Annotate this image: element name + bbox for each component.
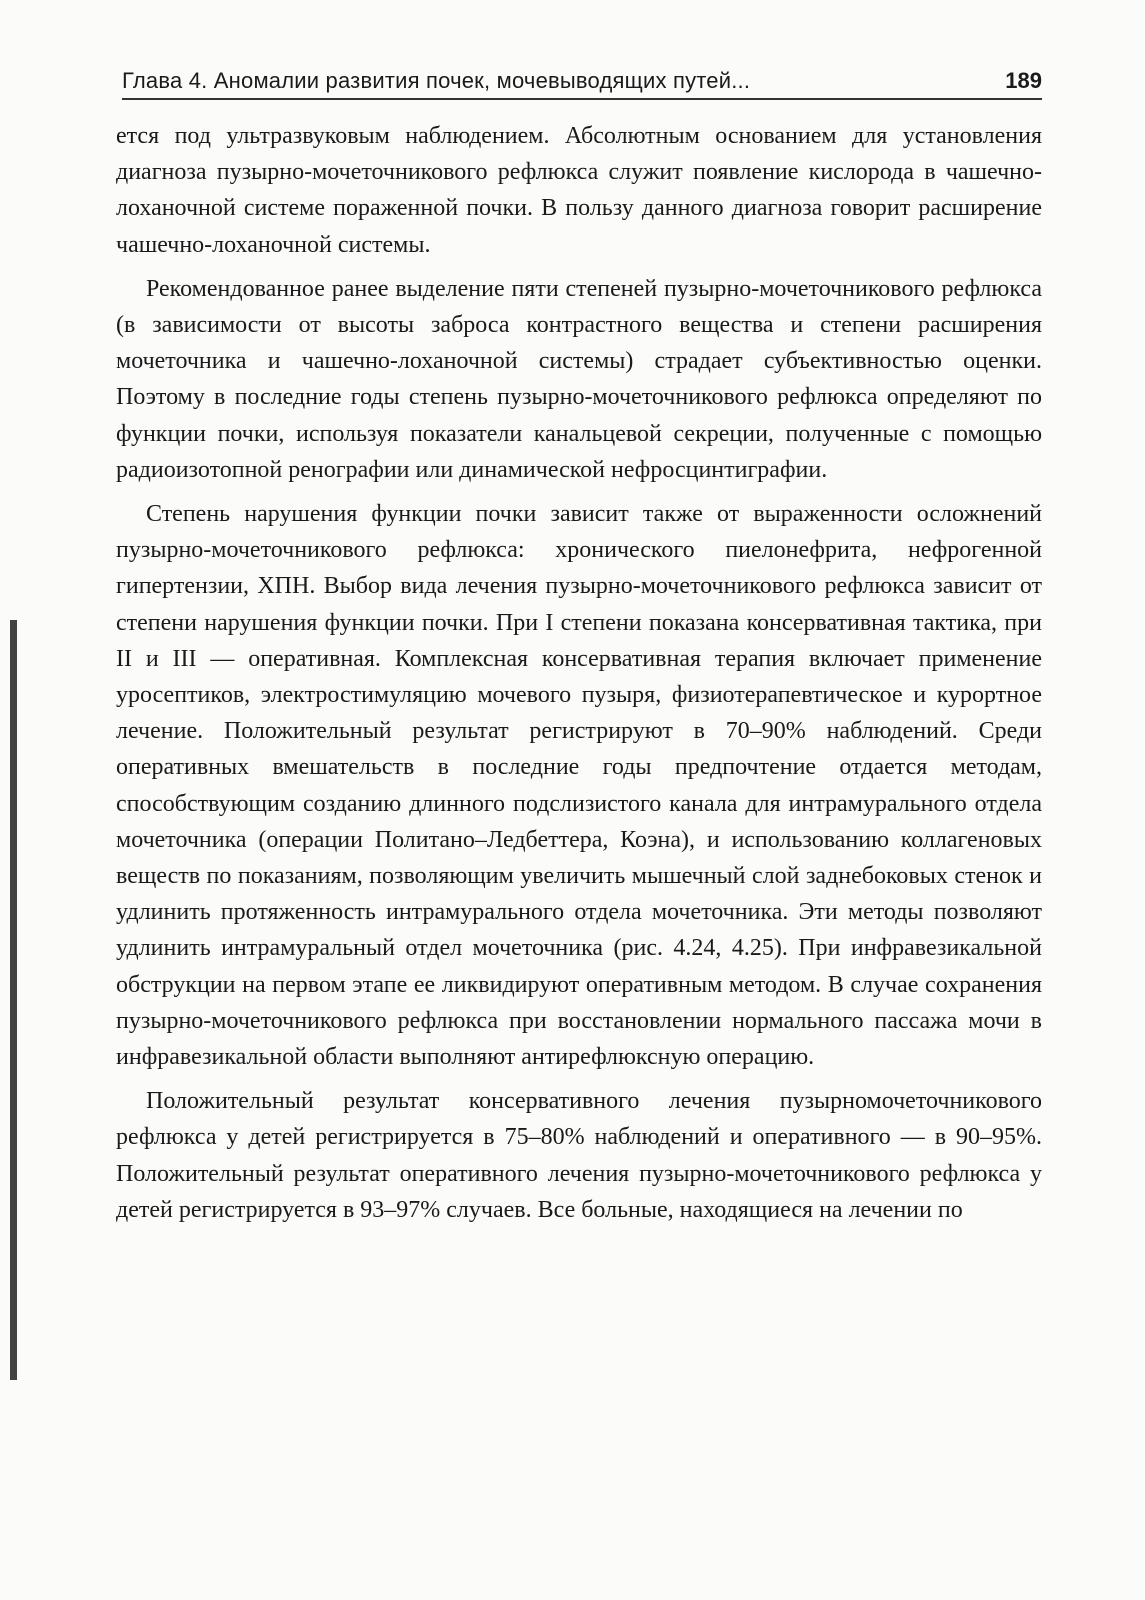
page-number: 189 bbox=[1005, 68, 1042, 93]
running-header bbox=[122, 60, 1042, 94]
paragraph-reflux-grades: Рекомендованное ранее выделение пяти степеней пузырно-мочеточникового рефлюкса (в зависимости от высоты заброса контрастного вещества и степени расширения мочеточника и чашечно-лоханочной системы) страдает субъективностью оценки. Поэтому в последние годы степень пузырно-мочеточникового рефлюкса определяют по функции почки, используя показатели канальцевой секреции, полученные с помощью радиоизотопной ренографии или динамической нефросцинтиграфии. bbox=[116, 275, 1042, 483]
binding-shadow bbox=[10, 620, 17, 1380]
body-text bbox=[116, 118, 1042, 1228]
paragraph-continuation: ется под ультразвуковым наблюдением. Абсолютным основанием для установления диагноза пузырно-мочеточникового рефлюкса служит появление кислорода в чашечно-лоханочной системе пораженной почки. В пользу данного диагноза говорит расширение чашечно-лоханочной системы. bbox=[116, 123, 1042, 258]
header-divider bbox=[122, 98, 1042, 100]
paragraph-results: Положительный результат консервативного лечения пузырномочеточникового рефлюкса у детей регистрируется в 75–80% наблюдений и оперативного — в 90–95%. Положительный результат оперативного лечения пузырно-мочеточникового рефлюкса у детей регистрируется в 93–97% случаев. Все больные, находящиеся на лечении по bbox=[116, 1088, 1042, 1223]
chapter-title: Глава 4. Аномалии развития почек, мочевыводящих путей... bbox=[122, 68, 751, 93]
paragraph-treatment: Степень нарушения функции почки зависит также от выраженности осложнений пузырно-мочеточникового рефлюкса: хронического пиелонефрита, нефрогенной гипертензии, ХПН. Выбор вида лечения пузырно-мочеточникового рефлюкса зависит от степени нарушения функции почки. При I степени показана консервативная тактика, при II и III — оперативная. Комплексная консервативная терапия включает применение уросептиков, электростимуляцию мочевого пузыря, физиотерапевтическое и курортное лечение. Положительный результат регистрируют в 70–90% наблюдений. Среди оперативных вмешательств в последние годы предпочтение отдается методам, способствующим созданию длинного подслизистого канала для интрамурального отдела мочеточника (операции Политано–Ледбеттера, Коэна), и использованию коллагеновых веществ по показаниям, позволяющим увеличить мышечный слой заднебоковых стенок и удлинить протяженность интрамурального отдела мочеточника. Эти методы позволяют удлинить интрамуральный отдел мочеточника (рис. 4.24, 4.25). При инфравезикальной обструкции на первом этапе ее ликвидируют оперативным методом. В случае сохранения пузырно-мочеточникового рефлюкса при восстановлении нормального пассажа мочи в инфравезикальной области выполняют антирефлюксную операцию. bbox=[116, 501, 1042, 1071]
